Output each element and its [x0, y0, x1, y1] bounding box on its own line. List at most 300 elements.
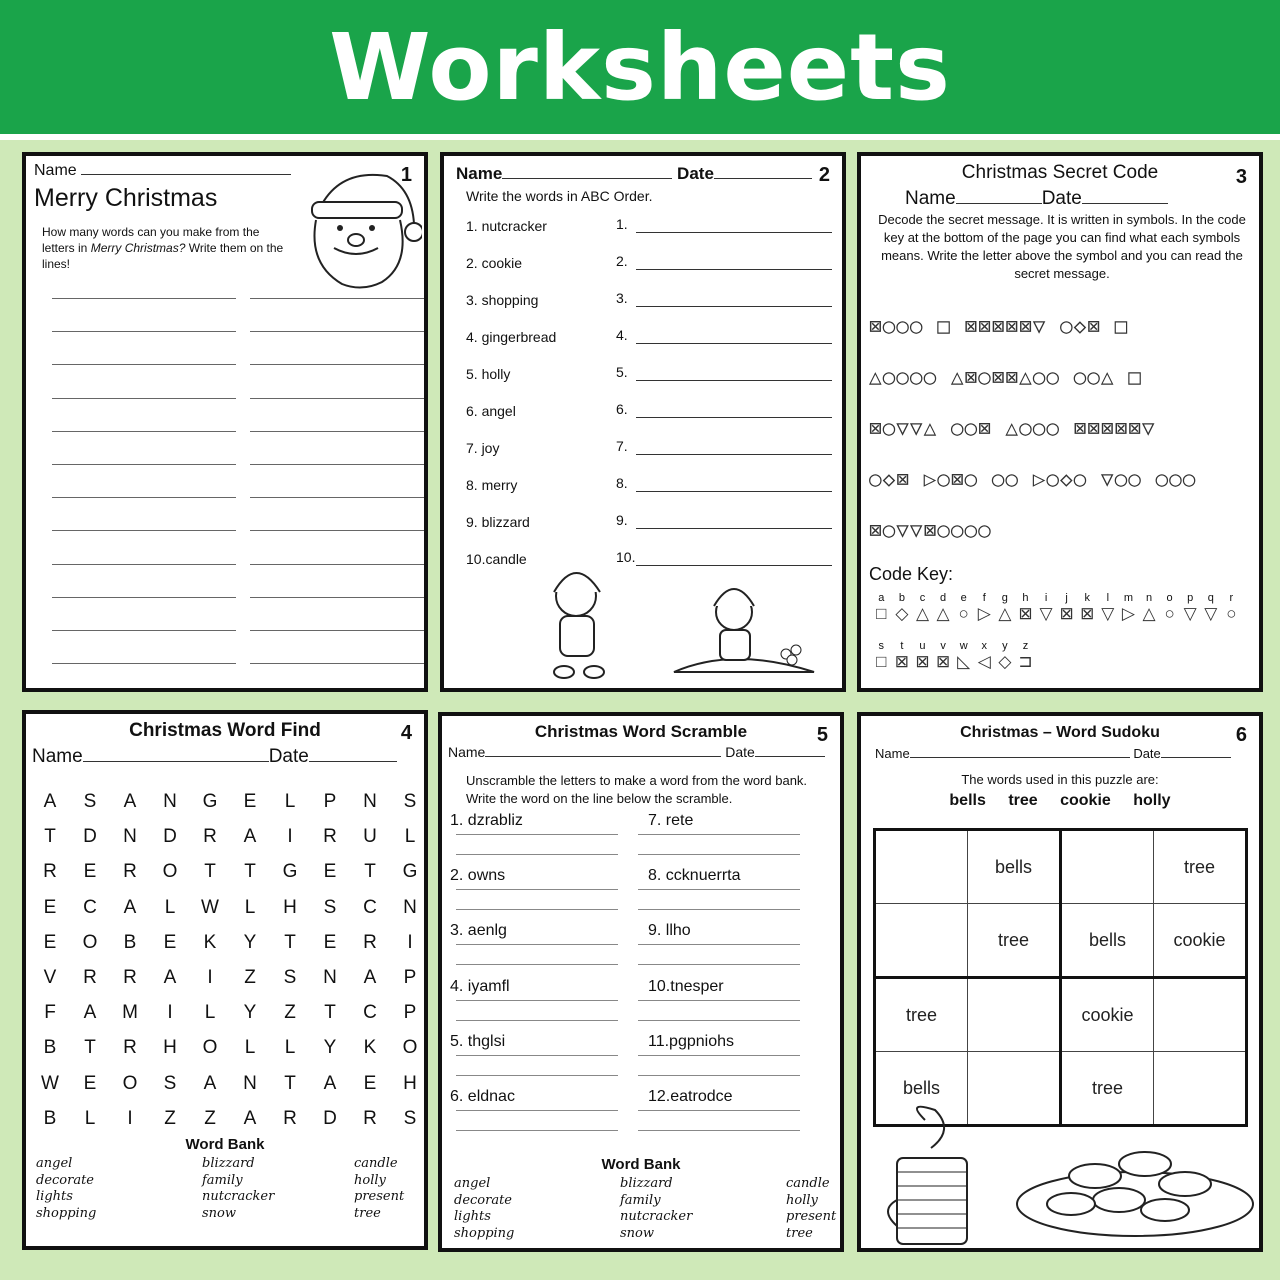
name-date-field	[905, 188, 1168, 210]
answer-line[interactable]	[636, 454, 832, 455]
answer-line[interactable]	[636, 491, 832, 492]
word-bank-column	[454, 1176, 514, 1242]
answer-line[interactable]	[52, 497, 236, 498]
word-bank-item: shopping	[454, 1225, 515, 1241]
code-key-letter: v	[940, 640, 946, 652]
grid-letter[interactable]: M	[122, 1002, 138, 1024]
answer-line[interactable]	[638, 889, 800, 890]
grid-letter[interactable]: T	[324, 1002, 336, 1024]
answer-line[interactable]	[456, 834, 618, 835]
code-key-letter: j	[1065, 592, 1068, 604]
answer-line[interactable]	[638, 1020, 800, 1021]
code-line: ⊠○○○ □ ⊠⊠⊠⊠⊠▽ ○◇⊠ □	[869, 314, 1129, 338]
scramble-word: 9. llho	[648, 922, 691, 940]
grid-letter[interactable]: L	[284, 791, 296, 812]
answer-line[interactable]	[456, 1000, 618, 1001]
answer-line[interactable]	[250, 597, 428, 598]
code-key-symbol: ▽	[1101, 604, 1115, 623]
word-item: 10.candle	[466, 551, 527, 567]
sudoku-cell[interactable]: cookie	[1061, 978, 1154, 1052]
scramble-word: 8. ccknuerrta	[648, 867, 741, 885]
code-key-cell	[1077, 592, 1098, 624]
word-bank-item: tree	[354, 1205, 381, 1221]
answer-line[interactable]	[638, 944, 800, 945]
grid-letter[interactable]: L	[284, 1037, 296, 1059]
sheet-number: 3	[1235, 166, 1247, 188]
grid-letter[interactable]: Y	[243, 1002, 257, 1024]
name-label: Name	[456, 164, 503, 183]
grid-letter[interactable]: I	[407, 931, 413, 953]
grid-letter[interactable]: A	[123, 791, 137, 812]
answer-line[interactable]	[250, 630, 428, 631]
grid-letter[interactable]: R	[363, 1107, 377, 1129]
grid-letter[interactable]: R	[363, 931, 377, 953]
code-key-letter: n	[1145, 592, 1153, 604]
grid-letter[interactable]: R	[43, 861, 57, 883]
grid-letter[interactable]: T	[364, 861, 376, 883]
grid-letter[interactable]: H	[283, 896, 297, 918]
grid-letter[interactable]: P	[323, 791, 337, 812]
grid-letter[interactable]: Z	[164, 1107, 176, 1129]
answer-line[interactable]	[250, 530, 428, 531]
grid-letter[interactable]: N	[163, 791, 177, 812]
date-label: Date	[1041, 188, 1082, 209]
code-key-letter: t	[900, 640, 904, 652]
name-label: Name	[875, 746, 910, 761]
sheet-number: 2	[818, 164, 830, 186]
sheet-number: 6	[1235, 724, 1247, 746]
code-key-label: Code Key:	[869, 564, 954, 584]
sudoku-cell[interactable]: tree	[875, 978, 968, 1052]
code-key-symbol: △	[936, 604, 950, 623]
code-key-symbol: ◁	[977, 652, 991, 671]
sudoku-cell[interactable]	[1154, 978, 1247, 1052]
grid-letter[interactable]: U	[363, 826, 377, 848]
answer-line[interactable]	[52, 564, 236, 565]
answer-line[interactable]	[636, 306, 832, 307]
code-key-cell	[1118, 592, 1139, 624]
sheet-title: Merry Christmas	[34, 184, 218, 212]
name-date-field	[456, 164, 812, 184]
grid-letter[interactable]: W	[201, 896, 219, 918]
grid-letter[interactable]: Z	[284, 1002, 296, 1024]
banner	[0, 0, 1280, 140]
grid-letter[interactable]: L	[244, 1037, 256, 1059]
worksheet-abc-order[interactable]	[440, 152, 846, 692]
code-key-symbol: ⊐	[1018, 652, 1033, 671]
grid-letter[interactable]: O	[202, 1037, 218, 1059]
grid-letter[interactable]: I	[127, 1107, 133, 1129]
answer-number: 1.	[616, 216, 628, 232]
grid-letter[interactable]: O	[162, 861, 178, 883]
grid-letter[interactable]: R	[283, 1107, 297, 1129]
name-line	[956, 203, 1042, 204]
grid-letter[interactable]: A	[43, 791, 57, 812]
grid-letter[interactable]: C	[363, 1002, 377, 1024]
name-label: Name	[905, 188, 956, 209]
answer-number: 9.	[616, 512, 628, 528]
code-key-letter: i	[1044, 592, 1048, 604]
word-bank-item: blizzard	[620, 1176, 673, 1191]
grid-letter[interactable]: N	[403, 896, 417, 918]
answer-line[interactable]	[638, 964, 800, 965]
grid-letter[interactable]: I	[167, 1002, 173, 1024]
scramble-word: 1. dzrabliz	[450, 812, 523, 829]
code-key-symbol: ▽	[1039, 604, 1053, 623]
answer-line[interactable]	[456, 1055, 618, 1056]
word-search-grid[interactable]	[30, 784, 428, 1136]
answer-number: 6.	[616, 401, 628, 417]
answer-line[interactable]	[250, 663, 428, 664]
word-item: 8. merry	[466, 477, 518, 493]
grid-letter[interactable]: R	[323, 826, 337, 848]
answer-line[interactable]	[456, 1020, 618, 1021]
grid-letter[interactable]: S	[163, 1072, 177, 1094]
answer-line[interactable]	[456, 964, 618, 965]
date-label: Date	[677, 164, 714, 183]
grid-letter[interactable]: E	[363, 1072, 377, 1094]
grid-letter[interactable]: L	[404, 826, 416, 848]
grid-letter[interactable]: K	[203, 931, 217, 953]
word-item: 3. shopping	[466, 292, 539, 308]
grid-letter[interactable]: Z	[204, 1107, 216, 1129]
answer-line[interactable]	[456, 854, 618, 855]
code-key-symbol: ⊠	[1059, 604, 1074, 623]
sudoku-cell[interactable]: bells	[875, 1052, 968, 1126]
grid-letter[interactable]: Y	[243, 931, 257, 953]
grid-letter[interactable]: A	[123, 896, 137, 918]
name-line	[910, 757, 1130, 758]
name-date-field	[448, 744, 825, 760]
word-bank-item: tree	[786, 1225, 813, 1241]
grid-letter[interactable]: B	[43, 1037, 57, 1059]
answer-number: 5.	[616, 364, 628, 380]
grid-letter[interactable]: P	[403, 966, 417, 988]
sudoku-cell[interactable]: tree	[1154, 830, 1247, 904]
name-date-field	[875, 746, 1231, 761]
word-bank-item: angel	[454, 1176, 491, 1191]
sudoku-cell[interactable]: tree	[1061, 1052, 1154, 1126]
answer-line[interactable]	[52, 431, 236, 432]
grid-letter[interactable]: A	[363, 966, 377, 988]
grid-letter[interactable]: B	[123, 931, 137, 953]
code-key-cell	[1015, 640, 1036, 672]
sudoku-cell[interactable]	[875, 830, 968, 904]
grid-letter[interactable]: Z	[244, 966, 256, 988]
name-date-field	[32, 746, 397, 768]
grid-letter[interactable]: L	[244, 896, 256, 918]
code-key-cell	[953, 640, 974, 672]
grid-letter[interactable]: O	[402, 1037, 418, 1059]
code-key-letter: x	[981, 640, 988, 652]
grid-letter[interactable]: D	[163, 826, 177, 848]
code-key-symbol: ▽	[1183, 604, 1197, 623]
sheet-number: 1	[400, 164, 412, 186]
sudoku-cell[interactable]	[1061, 830, 1154, 904]
grid-letter[interactable]: R	[123, 966, 137, 988]
answer-number: 3.	[616, 290, 628, 306]
grid-letter[interactable]: A	[243, 826, 257, 848]
grid-letter[interactable]: G	[202, 791, 218, 812]
code-key-cell	[1036, 592, 1057, 624]
code-key-letter: b	[898, 592, 905, 604]
sheet-title: Christmas Word Scramble	[534, 722, 748, 741]
answer-line[interactable]	[250, 298, 428, 299]
worksheet-word-scramble[interactable]	[438, 712, 844, 1252]
code-key-letter: q	[1207, 592, 1214, 604]
grid-letter[interactable]: T	[204, 861, 216, 883]
code-line: ⊠○▽▽△ ○○⊠ △○○○ ⊠⊠⊠⊠⊠▽	[869, 416, 1156, 440]
code-key-cell	[871, 640, 892, 672]
answer-line[interactable]	[456, 1130, 618, 1131]
grid-letter[interactable]: N	[123, 826, 137, 848]
answer-line[interactable]	[52, 597, 236, 598]
answer-line[interactable]	[638, 1000, 800, 1001]
answer-line[interactable]	[638, 834, 800, 835]
answer-line[interactable]	[638, 1130, 800, 1131]
word-item: 7. joy	[466, 440, 500, 456]
code-key-symbol: ⊠	[1080, 604, 1095, 623]
grid-letter[interactable]: E	[323, 931, 337, 953]
grid-letter[interactable]: A	[163, 966, 177, 988]
name-line	[83, 761, 269, 762]
instructions	[42, 224, 292, 272]
grid-letter[interactable]: D	[83, 826, 97, 848]
answer-line[interactable]	[52, 331, 236, 332]
sudoku-cell[interactable]: bells	[1061, 904, 1154, 978]
grid-letter[interactable]: S	[403, 1107, 417, 1129]
code-key-cell	[892, 592, 913, 624]
grid-letter[interactable]: B	[43, 1107, 57, 1129]
sheet-number: 4	[400, 722, 412, 744]
code-key-symbol: △	[915, 604, 930, 623]
grid-letter[interactable]: E	[83, 1072, 97, 1094]
grid-letter[interactable]: N	[363, 791, 377, 812]
sudoku-grid[interactable]	[873, 828, 1248, 1127]
grid-letter[interactable]: T	[284, 1072, 296, 1094]
grid-letter[interactable]: E	[163, 931, 177, 953]
code-key-letter: c	[919, 592, 926, 604]
code-key-symbol: ○	[958, 604, 969, 623]
code-key-symbol: □	[876, 652, 887, 671]
answer-line[interactable]	[52, 630, 236, 631]
grid-letter[interactable]: H	[403, 1072, 417, 1094]
code-key-cell	[1098, 592, 1119, 624]
grid-letter[interactable]: R	[123, 1037, 137, 1059]
answer-line[interactable]	[52, 298, 236, 299]
grid-letter[interactable]: V	[43, 966, 57, 988]
answer-line[interactable]	[456, 1075, 618, 1076]
word-bank-title: Word Bank	[601, 1156, 681, 1173]
grid-letter[interactable]: R	[123, 861, 137, 883]
grid-letter[interactable]: C	[363, 896, 377, 918]
word-bank-item: holly	[354, 1172, 386, 1188]
answer-line[interactable]	[638, 1075, 800, 1076]
worksheet-secret-code[interactable]	[857, 152, 1263, 692]
grid-letter[interactable]: A	[203, 1072, 217, 1094]
answer-line[interactable]	[250, 331, 428, 332]
grid-letter[interactable]: F	[44, 1002, 56, 1024]
grid-letter[interactable]: D	[323, 1107, 337, 1129]
instructions-part: How many words can you make from the letters in	[42, 225, 260, 255]
answer-line[interactable]	[52, 663, 236, 664]
grid-letter[interactable]: T	[284, 931, 296, 953]
code-key-cell	[933, 592, 954, 624]
answer-line[interactable]	[456, 889, 618, 890]
code-key-cell	[1139, 592, 1160, 624]
code-key-letter: r	[1229, 592, 1234, 604]
date-line	[1161, 757, 1231, 758]
code-key-letter: m	[1123, 592, 1133, 604]
code-key-letter: g	[1001, 592, 1008, 604]
word-bank-column	[36, 1156, 96, 1222]
sudoku-cell[interactable]	[875, 904, 968, 978]
grid-letter[interactable]: L	[204, 1002, 216, 1024]
code-key-cell	[912, 592, 933, 624]
word-bank-item: holly	[786, 1192, 818, 1208]
answer-line[interactable]	[250, 497, 428, 498]
word-item: 1. nutcracker	[466, 218, 547, 234]
instructions: The words used in this puzzle are:	[961, 772, 1159, 787]
name-field	[34, 162, 291, 180]
word-item: 2. cookie	[466, 255, 523, 271]
grid-letter[interactable]: C	[83, 896, 97, 918]
grid-letter[interactable]: L	[84, 1107, 96, 1129]
name-line	[81, 174, 291, 175]
code-key-cell	[953, 592, 974, 624]
grid-letter[interactable]: L	[164, 896, 176, 918]
grid-letter[interactable]: H	[163, 1037, 177, 1059]
answer-line[interactable]	[638, 1055, 800, 1056]
grid-letter[interactable]: E	[243, 791, 257, 812]
code-key-cell	[912, 640, 933, 672]
answer-line[interactable]	[636, 380, 832, 381]
answer-line[interactable]	[52, 464, 236, 465]
scramble-word: 11.pgpniohs	[648, 1032, 734, 1050]
answer-line[interactable]	[250, 364, 428, 365]
grid-letter[interactable]: K	[363, 1037, 377, 1059]
answer-line[interactable]	[638, 1110, 800, 1111]
grid-letter[interactable]: T	[84, 1037, 96, 1059]
word-bank-item: decorate	[454, 1192, 513, 1208]
word-bank-item: lights	[454, 1209, 491, 1224]
grid-letter[interactable]: N	[323, 966, 337, 988]
word-bank-item: present	[786, 1209, 837, 1224]
code-key-cell	[974, 640, 995, 672]
code-key-cell	[1201, 592, 1222, 624]
answer-line[interactable]	[250, 431, 428, 432]
grid-letter[interactable]: A	[243, 1107, 257, 1129]
grid-letter[interactable]: T	[44, 826, 56, 848]
worksheet-word-sudoku[interactable]	[857, 712, 1263, 1252]
answer-line[interactable]	[250, 464, 428, 465]
answer-line[interactable]	[636, 528, 832, 529]
grid-letter[interactable]: Y	[323, 1037, 337, 1059]
grid-letter[interactable]: S	[323, 896, 337, 918]
code-key-symbol: ◇	[998, 652, 1012, 671]
grid-letter[interactable]: P	[403, 1002, 417, 1024]
code-line: ⊠○▽▽⊠○○○○	[869, 518, 992, 542]
answer-line[interactable]	[250, 564, 428, 565]
answer-line[interactable]	[250, 398, 428, 399]
answer-line[interactable]	[52, 398, 236, 399]
grid-letter[interactable]: S	[403, 791, 417, 812]
grid-letter[interactable]: S	[283, 966, 297, 988]
code-key-cell	[1221, 592, 1242, 624]
instructions-part: Write them on the lines!	[42, 241, 284, 271]
answer-line[interactable]	[636, 269, 832, 270]
grid-letter[interactable]: T	[244, 861, 256, 883]
grid-letter[interactable]: W	[41, 1072, 59, 1094]
sudoku-cell[interactable]: bells	[968, 830, 1061, 904]
code-key-letter: y	[1002, 640, 1008, 652]
answer-line[interactable]	[456, 944, 618, 945]
code-key-symbol: ▷	[1121, 604, 1135, 623]
instructions: Write the words in ABC Order.	[466, 188, 653, 204]
sudoku-cell[interactable]	[968, 978, 1061, 1052]
code-key-cell	[1015, 592, 1036, 624]
grid-letter[interactable]: E	[43, 931, 57, 953]
grid-letter[interactable]: A	[83, 1002, 97, 1024]
grid-letter[interactable]: O	[122, 1072, 138, 1094]
answer-line[interactable]	[52, 530, 236, 531]
instructions: Decode the secret message. It is written in symbols. In the code key at the bottom of the page you can find what each symbols means. Write the letter above the symbol and you can read the secret message.	[878, 212, 1246, 281]
sheet-title: Christmas – Word Sudoku	[960, 724, 1160, 741]
answer-line[interactable]	[52, 364, 236, 365]
grid-letter[interactable]: N	[243, 1072, 257, 1094]
grid-letter[interactable]: O	[82, 931, 98, 953]
grid-letter[interactable]: G	[282, 861, 298, 883]
code-key-cell	[1159, 592, 1180, 624]
date-line	[1082, 203, 1168, 204]
grid-letter[interactable]: I	[287, 826, 293, 848]
worksheet-word-find[interactable]	[22, 710, 428, 1250]
word-bank-column	[354, 1156, 404, 1222]
cocoa-and-cookies-icon	[875, 1100, 1255, 1250]
puzzle-words: bells tree cookie holly	[949, 792, 1171, 809]
grid-letter[interactable]: S	[83, 791, 97, 812]
grid-letter[interactable]: G	[402, 861, 418, 883]
word-bank-item: lights	[36, 1189, 73, 1204]
worksheet-merry-christmas[interactable]	[22, 152, 428, 692]
answer-line[interactable]	[456, 909, 618, 910]
grid-letter[interactable]: A	[323, 1072, 337, 1094]
date-label: Date	[725, 744, 755, 760]
sudoku-cell[interactable]: tree	[968, 904, 1061, 978]
sheet-number: 5	[816, 724, 828, 746]
answer-line[interactable]	[636, 232, 832, 233]
code-key-cell	[974, 592, 995, 624]
code-key-symbol: ⊠	[915, 652, 930, 671]
grid-letter[interactable]: R	[203, 826, 217, 848]
answer-number: 8.	[616, 475, 628, 491]
answer-number: 2.	[616, 253, 628, 269]
code-key-symbol: ▷	[977, 604, 991, 623]
grid-letter[interactable]: E	[83, 861, 97, 883]
answer-line[interactable]	[636, 343, 832, 344]
answer-line[interactable]	[638, 909, 800, 910]
sudoku-cell[interactable]: cookie	[1154, 904, 1247, 978]
grid-letter[interactable]: R	[83, 966, 97, 988]
grid-letter[interactable]: E	[43, 896, 57, 918]
answer-line[interactable]	[638, 854, 800, 855]
grid-letter[interactable]: E	[323, 861, 337, 883]
answer-line[interactable]	[636, 417, 832, 418]
code-line: △○○○○ △⊠○⊠⊠△○○ ○○△ □	[869, 365, 1142, 389]
grid-letter[interactable]: I	[207, 966, 213, 988]
answer-line[interactable]	[456, 1110, 618, 1111]
word-item: 9. blizzard	[466, 514, 530, 530]
